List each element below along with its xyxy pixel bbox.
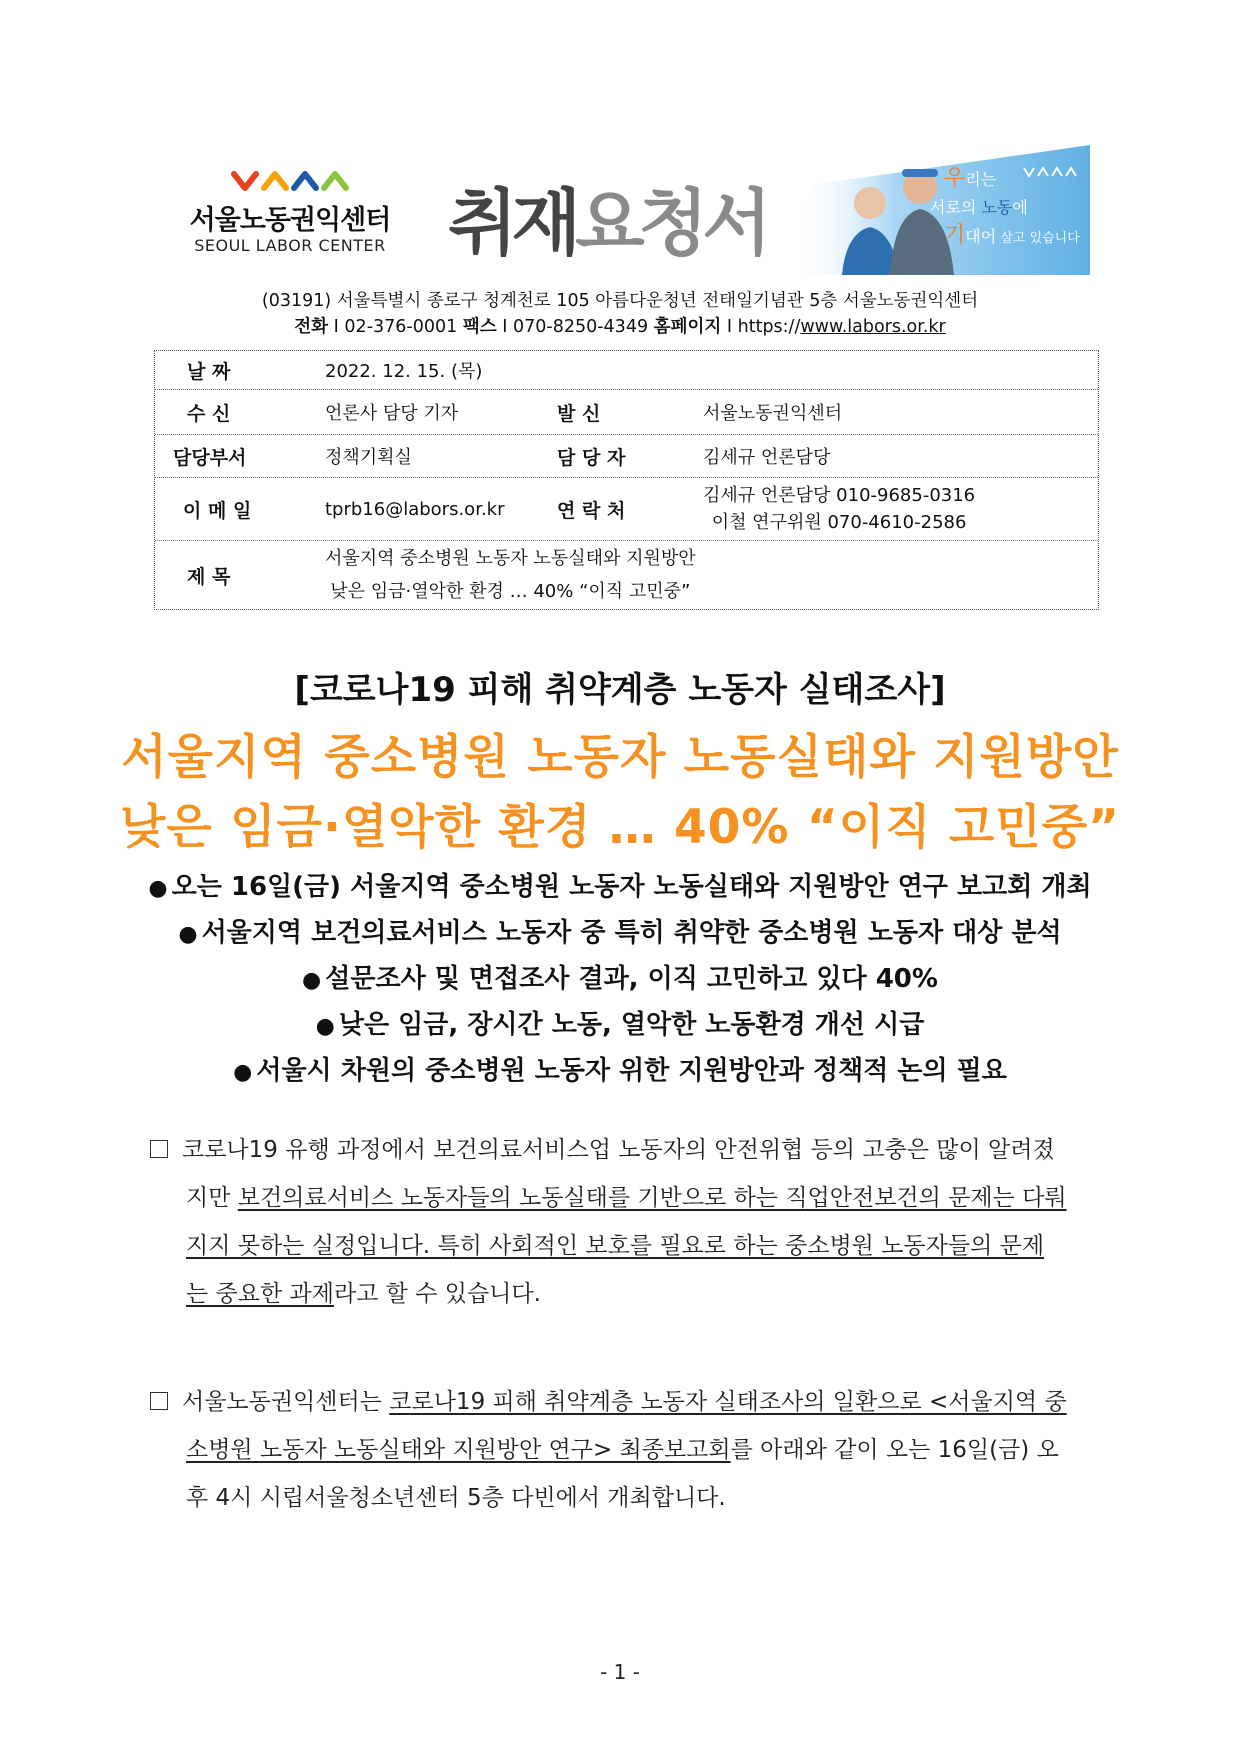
p2-line-1-plain: 서울노동권익센터는 [182,1389,390,1415]
department-value: 정책기획실 [325,447,412,468]
bullet-text: 서울시 차원의 중소병원 노동자 위한 지원방안과 정책적 논의 필요 [256,1056,1007,1086]
subject-line-2: 낮은 임금·열악한 환경 … 40% “이직 고민중” [330,581,691,602]
email-value[interactable]: tprb16@labors.or.kr [325,498,505,520]
slogan-line-2-blue: 노동 [981,198,1013,217]
banner-title-light: 요청서 [575,181,766,265]
bullet-text: 오는 16일(금) 서울지역 중소병원 노동자 노동실태와 지원방안 연구 보고회 개최 [171,872,1092,902]
logo-korean-name: 서울노동권익센터 [189,205,391,236]
table-row [155,541,1098,609]
person-value: 김세규 언론담당 [703,447,831,468]
date-label: 날 짜 [187,360,231,383]
bullet-dot-icon: ● [178,922,198,947]
headline-line-1: 서울지역 중소병원 노동자 노동실태와 지원방안 [121,730,1119,785]
bullet-item [0,1004,1240,1041]
slogan-line-1: 리는 [965,170,997,189]
bullet-dot-icon: ● [233,1060,253,1085]
homepage-label: 홈페이지 [653,317,722,337]
subject-values [325,541,696,609]
bullet-dot-icon: ● [148,876,168,901]
p2-line-3: 후 4시 시립서울청소년센터 5층 다빈에서 개최합니다. [186,1485,726,1511]
p1-line-3-underlined: 지지 못하는 실정입니다. 특히 사회적인 보호를 필요로 하는 중소병원 노동자들의 문제 [186,1233,1045,1259]
bullet-item [0,1050,1240,1087]
contact-label: 연 락 처 [557,499,626,522]
slogan-highlight-1: 우 [944,166,966,191]
slogan-line-2b: 에 [1012,198,1028,217]
separator: I [333,317,339,337]
bullet-item [0,912,1240,949]
slogan-line-3-small: 살고 있습니다 [996,231,1080,246]
p1-line-4-underlined: 는 중요한 과제 [186,1281,334,1307]
bullet-item [0,866,1240,903]
address-line: (03191) 서울특별시 종로구 청계천로 105 아름다운청년 전태일기념관 5층 서울노동권익센터 [261,291,979,311]
bullet-dot-icon: ● [315,1014,335,1039]
email-label: 이 메 일 [183,499,252,522]
bullet-text: 설문조사 및 면접조사 결과, 이직 고민하고 있다 40% [325,964,938,994]
p1-line-2-underlined: 보건의료서비스 노동자들의 노동실태를 기반으로 하는 직업안전보건의 문제는 다뤄 [237,1185,1067,1211]
headline-kicker: [코로나19 피해 취약계층 노동자 실태조사] [294,670,946,710]
banner-title-bold: 취재 [448,181,576,265]
contact-values [703,478,975,540]
body-paragraph-2 [150,1378,1095,1522]
body-paragraph-1 [150,1126,1095,1318]
phone-number: 02-376-0001 [344,317,458,337]
chevron-logo-icon [230,168,350,194]
p2-line-2-underlined: 소병원 노동자 노동실태와 지원방안 연구> 최종보고회 [186,1437,731,1463]
p1-line-4-plain: 라고 할 수 있습니다. [333,1281,541,1307]
p2-line-2-plain: 를 아래와 같이 오는 16일(금) 오 [730,1437,1059,1463]
contact-2: 이철 연구위원 070-4610-2586 [711,512,967,533]
person-label: 담 당 자 [557,446,626,469]
sender-value: 서울노동권익센터 [703,403,843,424]
contact-line [0,313,1240,338]
slogan-line-2a: 서로의 [930,198,982,217]
subject-label: 제 목 [187,565,231,588]
table-row [155,435,1098,478]
homepage-link[interactable]: www.labors.or.kr [800,317,946,337]
press-request-banner [440,145,1090,275]
bullet-item [0,958,1240,995]
recipient-value: 언론사 담당 기자 [325,403,459,424]
homepage-prefix: https:// [737,317,801,337]
slogan-highlight-3: 기 [944,223,966,248]
p1-line-1: 코로나19 유행 과정에서 보건의료서비스업 노동자의 안전위협 등의 고충은 많이 알려졌 [182,1137,1055,1163]
sender-label: 발 신 [557,402,601,425]
checkbox-square-icon [150,1140,168,1158]
separator: I [502,317,508,337]
table-row [155,351,1098,390]
page-number: - 1 - [600,1660,640,1684]
fax-number: 070-8250-4349 [512,317,649,337]
banner-title [448,165,766,269]
banner-slogan [920,165,1090,253]
headline-line-2: 낮은 임금·열악한 환경 … 40% “이직 고민중” [120,800,1120,855]
subject-line-1: 서울지역 중소병원 노동자 노동실태와 지원방안 [325,548,696,569]
bullet-dot-icon: ● [302,968,322,993]
logo-english-name: SEOUL LABOR CENTER [194,236,386,255]
bullet-text: 서울지역 보건의료서비스 노동자 중 특히 취약한 중소병원 노동자 대상 분석 [201,918,1062,948]
press-info-table [154,350,1099,610]
fax-label: 팩스 [462,317,497,337]
separator: I [726,317,733,337]
recipient-label: 수 신 [187,402,231,425]
p2-line-1-underlined: 코로나19 피해 취약계층 노동자 실태조사의 일환으로 <서울지역 중 [389,1389,1067,1415]
p1-line-2-plain: 지만 [186,1185,238,1211]
organization-logo [185,168,395,263]
bullet-text: 낮은 임금, 장시간 노동, 열악한 노동환경 개선 시급 [338,1010,925,1040]
date-value: 2022. 12. 15. (목) [325,361,483,382]
table-row [155,478,1098,541]
slogan-line-3: 대어 [965,227,997,246]
department-label: 담당부서 [173,446,247,469]
table-row [155,390,1098,435]
checkbox-square-icon [150,1392,168,1410]
phone-label: 전화 [294,317,329,337]
contact-1: 김세규 언론담당 010-9685-0316 [703,485,976,506]
